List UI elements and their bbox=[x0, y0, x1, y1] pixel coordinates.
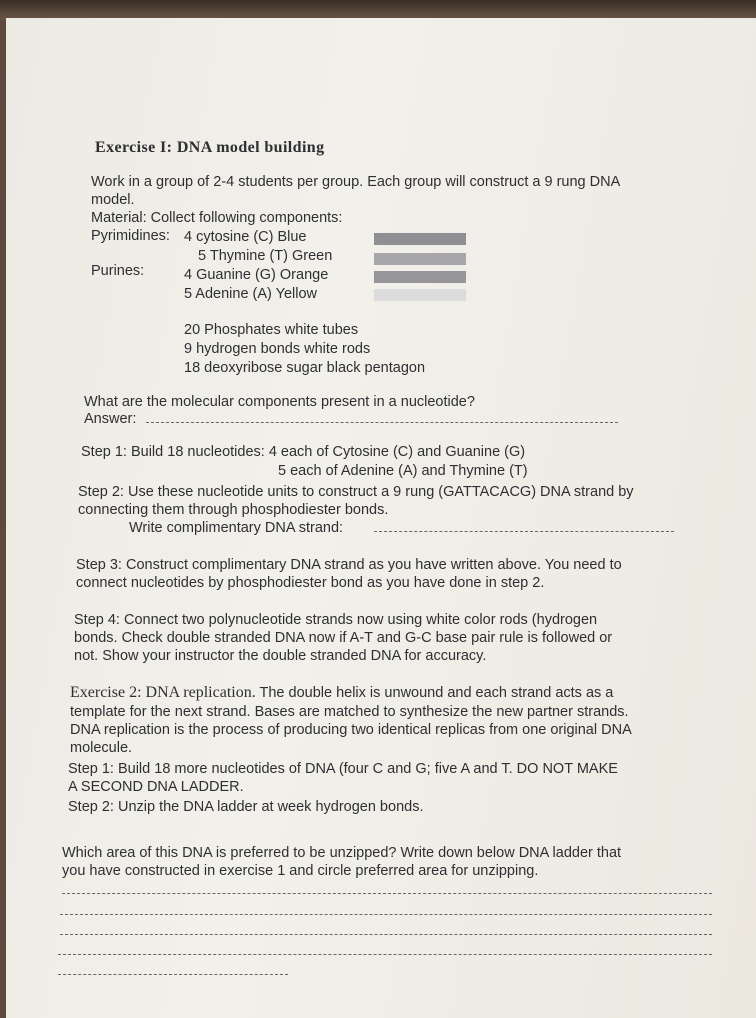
answer-line bbox=[60, 914, 712, 915]
exercise2-step1-line-2: A SECOND DNA LADDER. bbox=[68, 779, 244, 795]
step1-line-1: Step 1: Build 18 nucleotides: 4 each of Cytosine (C) and Guanine (G) bbox=[81, 444, 526, 460]
adenine-item: 5 Adenine (A) Yellow bbox=[184, 286, 318, 302]
unzip-question-line-2: you have constructed in exercise 1 and circle preferred area for unzipping. bbox=[62, 863, 539, 879]
cytosine-item: 4 cytosine (C) Blue bbox=[184, 229, 307, 245]
exercise1-title: Exercise I: DNA model building bbox=[95, 139, 325, 156]
thymine-color-swatch bbox=[374, 253, 466, 265]
material-label: Material: Collect following components: bbox=[91, 210, 343, 226]
cytosine-color-swatch bbox=[374, 233, 466, 245]
purines-label: Purines: bbox=[91, 263, 145, 279]
step2-line-1: Step 2: Use these nucleotide units to construct a 9 rung (GATTACACG) DNA strand by bbox=[78, 484, 634, 500]
guanine-item: 4 Guanine (G) Orange bbox=[184, 267, 329, 283]
thymine-item: 5 Thymine (T) Green bbox=[198, 248, 333, 264]
exercise2-step1-line-1: Step 1: Build 18 more nucleotides of DNA (four C and G; five A and T. DO NOT MAKE bbox=[68, 761, 618, 777]
adenine-color-swatch bbox=[374, 289, 466, 301]
hydrogen-bonds-item: 9 hydrogen bonds white rods bbox=[184, 341, 371, 357]
step1-line-2: 5 each of Adenine (A) and Thymine (T) bbox=[278, 463, 528, 479]
step3-line-2: connect nucleotides by phosphodiester bond as you have done in step 2. bbox=[76, 575, 545, 591]
exercise2-line-2: template for the next strand. Bases are matched to synthesize the new partner strands. bbox=[70, 704, 629, 720]
background-surface bbox=[0, 0, 756, 20]
exercise2-line-1: The double helix is unwound and each strand acts as a bbox=[259, 685, 614, 701]
exercise2-title: Exercise 2: DNA replication. bbox=[70, 684, 256, 701]
exercise2-title-line bbox=[70, 684, 613, 702]
phosphates-item: 20 Phosphates white tubes bbox=[184, 322, 359, 338]
unzip-question-line-1: Which area of this DNA is preferred to be unzipped? Write down below DNA ladder that bbox=[62, 845, 622, 861]
exercise2-line-3: DNA replication is the process of producing two identical replicas from one original DNA bbox=[70, 722, 632, 738]
intro-line-2: model. bbox=[91, 192, 135, 208]
step4-line-3: not. Show your instructor the double stranded DNA for accuracy. bbox=[74, 648, 487, 664]
answer-line bbox=[58, 974, 288, 975]
pyrimidines-label: Pyrimidines: bbox=[91, 228, 170, 244]
step2-line-3: Write complimentary DNA strand: bbox=[129, 520, 344, 536]
answer-line bbox=[58, 954, 712, 955]
intro-line-1: Work in a group of 2-4 students per group. Each group will construct a 9 rung DNA bbox=[91, 174, 621, 190]
answer-label: Answer: bbox=[84, 411, 137, 427]
exercise2-line-4: molecule. bbox=[70, 740, 133, 756]
step3-line-1: Step 3: Construct complimentary DNA strand as you have written above. You need to bbox=[76, 557, 622, 573]
worksheet-page bbox=[6, 18, 756, 1018]
answer-blank-line bbox=[146, 422, 618, 423]
exercise2-step2: Step 2: Unzip the DNA ladder at week hydrogen bonds. bbox=[68, 799, 424, 815]
step4-line-1: Step 4: Connect two polynucleotide strands now using white color rods (hydrogen bbox=[74, 612, 598, 628]
guanine-color-swatch bbox=[374, 271, 466, 283]
sugar-item: 18 deoxyribose sugar black pentagon bbox=[184, 360, 426, 376]
step2-line-2: connecting them through phosphodiester bonds. bbox=[78, 502, 389, 518]
answer-line bbox=[62, 893, 712, 894]
step4-line-2: bonds. Check double stranded DNA now if A-T and G-C base pair rule is followed or bbox=[74, 630, 613, 646]
nucleotide-question: What are the molecular components present in a nucleotide? bbox=[84, 394, 475, 410]
complimentary-strand-blank bbox=[374, 531, 674, 532]
answer-line bbox=[60, 934, 712, 935]
